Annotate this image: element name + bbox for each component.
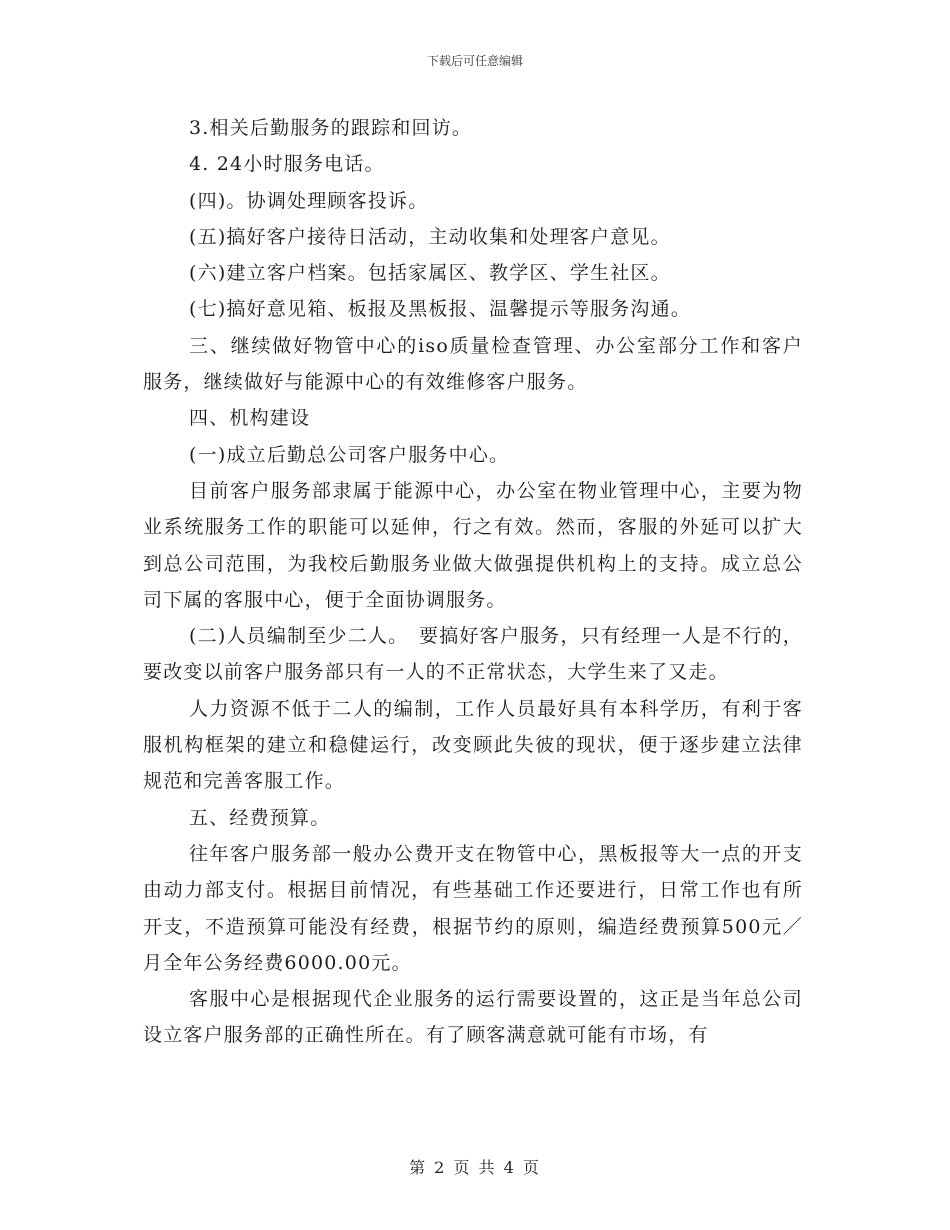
paragraph-staffing: (二)人员编制至少二人。 要搞好客户服务，只有经理一人是不行的，要改变以前客户服务部只有一人的不正常状态，大学生来了又走。 xyxy=(143,625,803,684)
paragraph-current-status: 目前客户服务部隶属于能源中心，办公室在物业管理中心，主要为物业系统服务工作的职能可以延伸，行之有效。然而，客服的外延可以扩大到总公司范围，为我校后勤服务业做大做强提供机构上的支持。成立总公司下属的客服中心，便于全面协调服务。 xyxy=(143,479,803,611)
paragraph-human-resources: 人力资源不低于二人的编制，工作人员最好具有本科学历，有利于客服机构框架的建立和稳健运行，改变顾此失彼的现状，便于逐步建立法律规范和完善客服工作。 xyxy=(143,697,803,793)
page-number: 第 2 页 共 4 页 xyxy=(409,1158,541,1177)
paragraph-service-followup: 3.相关后勤服务的跟踪和回访。 xyxy=(189,117,473,139)
paragraph-conclusion: 客服中心是根据现代企业服务的运行需要设置的，这正是当年总公司设立客户服务部的正确性所在。有了顾客满意就可能有市场，有 xyxy=(143,988,803,1047)
paragraph-establish-center: (一)成立后勤总公司客户服务中心。 xyxy=(189,443,510,466)
page-header: 下载后可任意编辑 xyxy=(426,54,523,68)
section-four-heading: 四、机构建设 xyxy=(189,407,311,430)
section-three: 三、继续做好物管中心的iso质量检查管理、办公室部分工作和客户服务，继续做好与能源中心的有效维修客户服务。 xyxy=(143,334,803,394)
paragraph-complaints: (四)。协调处理顾客投诉。 xyxy=(189,189,429,212)
paragraph-budget: 往年客户服务部一般办公费开支在物管中心，黑板报等大一点的开支由动力部支付。根据目前情况，有些基础工作还要进行，日常工作也有所开支，不造预算可能没有经费，根据节约的原则，编造经费预算500元／月全年公务经费6000.00元。 xyxy=(143,842,803,974)
paragraph-communication: (七)搞好意见箱、板报及黑板报、温馨提示等服务沟通。 xyxy=(189,298,692,321)
paragraph-customer-files: (六)建立客户档案。包括家属区、教学区、学生社区。 xyxy=(189,262,671,285)
paragraph-reception-day: (五)搞好客户接待日活动，主动收集和处理客户意见。 xyxy=(189,225,671,248)
document-body xyxy=(143,110,803,1054)
section-five-heading: 五、经费预算。 xyxy=(189,806,331,829)
paragraph-24h-hotline: 4. 24小时服务电话。 xyxy=(189,153,385,176)
